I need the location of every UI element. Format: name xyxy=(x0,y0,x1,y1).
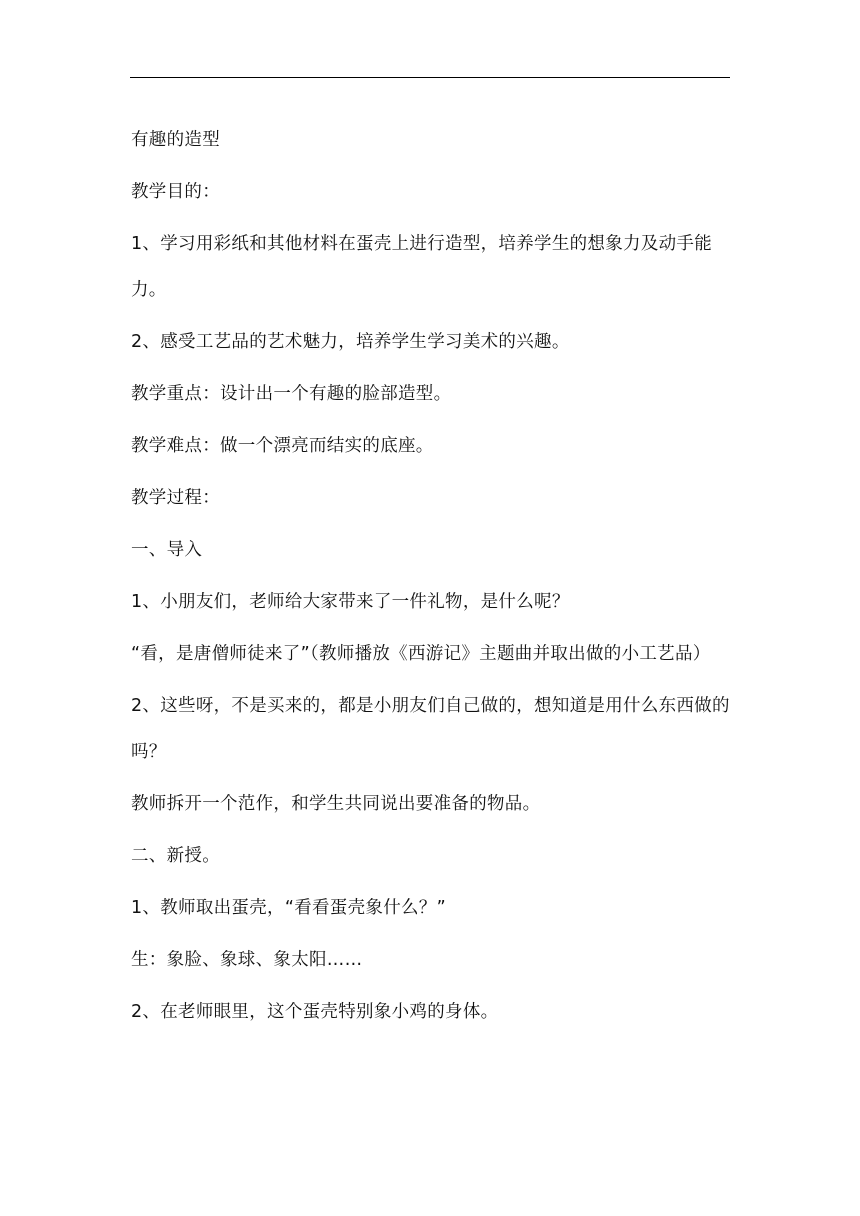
paragraph-objective-2: 2、感受工艺品的艺术魅力，培养学生学习美术的兴趣。 xyxy=(131,332,570,352)
subheading-introduction: 一、导入 xyxy=(131,540,203,560)
paragraph-key-point: 教学重点：设计出一个有趣的脸部造型。 xyxy=(131,384,452,404)
section-heading-objectives: 教学目的： xyxy=(131,182,220,202)
document-body xyxy=(131,117,731,1041)
paragraph-intro-quote: “看，是唐僧师徒来了”（教师播放《西游记》主题曲并取出做的小工艺品） xyxy=(131,644,711,664)
paragraph-difficulty: 教学难点：做一个漂亮而结实的底座。 xyxy=(131,436,434,456)
document-title: 有趣的造型 xyxy=(131,130,220,150)
paragraph-lesson-student: 生：象脸、象球、象太阳…… xyxy=(131,950,363,970)
subheading-new-lesson: 二、新授。 xyxy=(131,846,220,866)
paragraph-intro-1: 1、小朋友们，老师给大家带来了一件礼物，是什么呢？ xyxy=(131,592,570,612)
section-heading-process: 教学过程： xyxy=(131,488,220,508)
paragraph-intro-2: 2、这些呀，不是买来的，都是小朋友们自己做的，想知道是用什么东西做的吗？ xyxy=(131,696,730,762)
header-rule xyxy=(130,77,730,78)
paragraph-lesson-1: 1、教师取出蛋壳，“看看蛋壳象什么？” xyxy=(131,898,446,918)
paragraph-intro-3: 教师拆开一个范作，和学生共同说出要准备的物品。 xyxy=(131,794,541,814)
paragraph-lesson-2: 2、在老师眼里，这个蛋壳特别象小鸡的身体。 xyxy=(131,1002,499,1022)
paragraph-objective-1: 1、学习用彩纸和其他材料在蛋壳上进行造型，培养学生的想象力及动手能力。 xyxy=(131,234,713,300)
